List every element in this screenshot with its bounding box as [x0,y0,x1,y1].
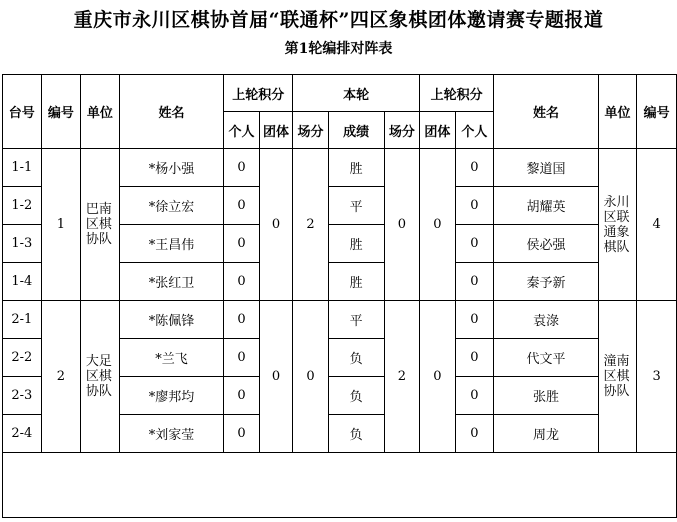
right-individual-score: 0 [455,415,494,453]
left-player-name: *杨小强 [119,149,224,187]
blank-row [3,453,677,518]
table-row [3,301,677,339]
left-individual-score: 0 [224,339,260,377]
result: 负 [328,377,384,415]
page-title: 重庆市永川区棋协首届“联通杯”四区象棋团体邀请赛专题报道 [73,9,604,31]
left-individual-score: 0 [224,263,260,301]
right-team-unit-text: 永川区联通象棋队 [603,194,630,255]
right-player-name: 黎道国 [494,149,599,187]
board-number: 1-2 [3,187,42,225]
header-name-left: 姓名 [119,75,224,149]
result: 平 [328,187,384,225]
board-number: 1-1 [3,149,42,187]
left-team-unit [81,149,120,301]
header-team-left: 团体 [259,112,293,149]
header-unit-left: 单位 [81,75,120,149]
result: 胜 [328,225,384,263]
board-number: 1-3 [3,225,42,263]
header-match-points-right: 场分 [384,112,420,149]
pairing-table [2,74,677,518]
header-individual-left: 个人 [224,112,260,149]
header-board: 台号 [3,75,42,149]
header-result: 成绩 [328,112,384,149]
right-player-name: 袁淥 [494,301,599,339]
right-individual-score: 0 [455,377,494,415]
right-team-unit [598,149,637,301]
header-team-right: 团体 [420,112,456,149]
result: 负 [328,339,384,377]
board-number: 2-1 [3,301,42,339]
left-individual-score: 0 [224,301,260,339]
header-number-right: 编号 [637,75,677,149]
result: 胜 [328,263,384,301]
left-player-name: *张红卫 [119,263,224,301]
left-player-name: *徐立宏 [119,187,224,225]
right-match-points: 2 [384,301,420,453]
left-team-unit [81,301,120,453]
right-player-name: 代文平 [494,339,599,377]
left-player-name: *兰飞 [119,339,224,377]
left-team-score: 0 [259,301,293,453]
result: 胜 [328,149,384,187]
board-number: 2-3 [3,377,42,415]
left-match-points: 0 [293,301,329,453]
left-team-unit-text: 大足区棋协队 [85,354,112,399]
left-individual-score: 0 [224,149,260,187]
right-team-unit-text: 潼南区棋协队 [603,354,630,399]
header-row-1 [3,75,677,112]
left-team-unit-text: 巴南区棋协队 [85,202,112,247]
header-name-right: 姓名 [494,75,599,149]
left-individual-score: 0 [224,377,260,415]
board-number: 2-4 [3,415,42,453]
right-individual-score: 0 [455,263,494,301]
header-this-round: 本轮 [293,75,420,112]
result: 负 [328,415,384,453]
right-player-name: 侯必强 [494,225,599,263]
right-individual-score: 0 [455,301,494,339]
left-player-name: *廖邦均 [119,377,224,415]
board-number: 1-4 [3,263,42,301]
right-individual-score: 0 [455,339,494,377]
header-prev-score-left: 上轮积分 [224,75,293,112]
left-player-name: *刘家莹 [119,415,224,453]
right-individual-score: 0 [455,149,494,187]
left-team-number: 1 [41,149,81,301]
left-player-name: *陈佩锋 [119,301,224,339]
board-number: 2-2 [3,339,42,377]
blank-cell [3,453,677,518]
left-individual-score: 0 [224,187,260,225]
right-individual-score: 0 [455,225,494,263]
header-number-left: 编号 [41,75,81,149]
right-team-score: 0 [420,149,456,301]
right-player-name: 胡耀英 [494,187,599,225]
header-unit-right: 单位 [598,75,637,149]
left-individual-score: 0 [224,225,260,263]
right-team-number: 4 [637,149,677,301]
left-team-number: 2 [41,301,81,453]
page-subtitle: 第1轮编排对阵表 [284,41,393,57]
left-individual-score: 0 [224,415,260,453]
table-row [3,149,677,187]
right-player-name: 张胜 [494,377,599,415]
right-team-unit [598,301,637,453]
result: 平 [328,301,384,339]
right-individual-score: 0 [455,187,494,225]
right-player-name: 秦予新 [494,263,599,301]
left-match-points: 2 [293,149,329,301]
header-prev-score-right: 上轮积分 [420,75,494,112]
right-match-points: 0 [384,149,420,301]
left-player-name: *王昌伟 [119,225,224,263]
right-player-name: 周龙 [494,415,599,453]
header-individual-right: 个人 [455,112,494,149]
right-team-score: 0 [420,301,456,453]
header-match-points-left: 场分 [293,112,329,149]
right-team-number: 3 [637,301,677,453]
left-team-score: 0 [259,149,293,301]
